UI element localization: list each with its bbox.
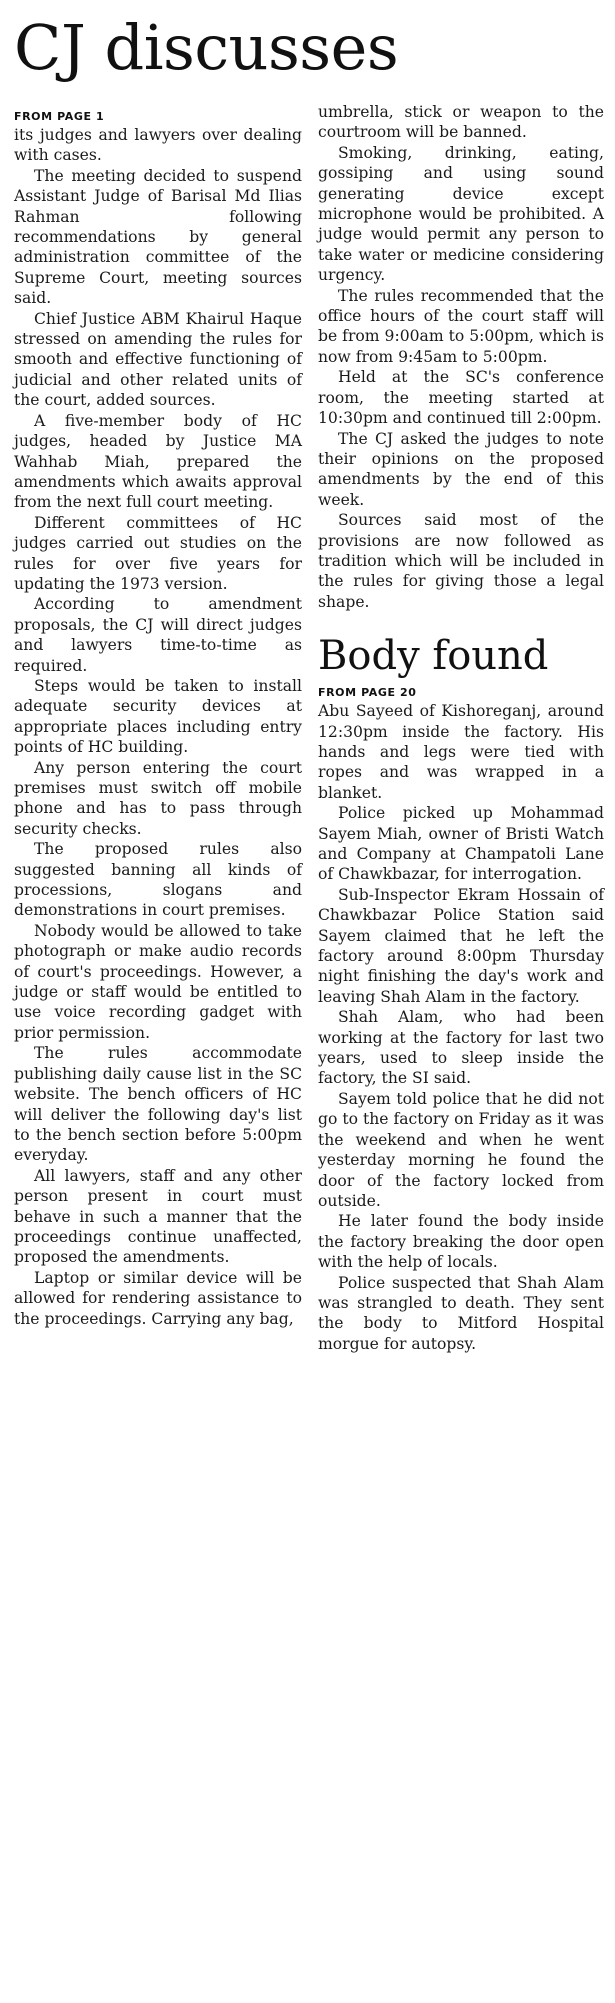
article-cj-column-left [14, 110, 302, 1329]
article-paragraph: Sub-Inspector Ekram Hossain of Chawkbazar Police Station said Sayem claimed that he left the factory around 8:00pm Thursday night finishing the day's work and leaving Shah Alam in the factory. [318, 885, 604, 1006]
article-paragraph: He later found the body inside the factory breaking the door open with the help of locals. [318, 1212, 604, 1272]
article-paragraph: Smoking, drinking, eating, gossiping and using sound generating device except microphone would be prohibited. A judge would permit any person to take water or medicine considering urgency. [318, 143, 604, 285]
article-paragraph: Sources said most of the provisions are now followed as tradition which will be included in the rules for giving those a legal shape. [318, 511, 604, 611]
article-paragraph: Held at the SC's conference room, the meeting started at 10:30pm and continued till 2:00pm. [318, 368, 604, 428]
article-paragraph: All lawyers, staff and any other person present in court must behave in such a manner that the proceedings continue unaffected, proposed the amendments. [14, 1166, 302, 1267]
article-paragraph: The proposed rules also suggested banning all kinds of processions, slogans and demonstrations in court premises. [14, 840, 302, 920]
article-paragraph: The CJ asked the judges to note their opinions on the proposed amendments by the end of this week. [318, 429, 604, 509]
article-paragraph: umbrella, stick or weapon to the courtroom will be banned. [318, 103, 604, 142]
article-paragraph: Shah Alam, who had been working at the factory for last two years, used to sleep inside the factory, the SI said. [318, 1008, 604, 1088]
article-paragraph: Abu Sayeed of Kishoreganj, around 12:30pm inside the factory. His hands and legs were tied with ropes and was wrapped in a blanket. [318, 702, 604, 802]
jump-label-from-page-1: FROM PAGE 1 [14, 110, 105, 123]
article-paragraph: Laptop or similar device will be allowed for rendering assistance to the proceedings. Carrying any bag, [14, 1268, 302, 1328]
article-paragraph: A five-member body of HC judges, headed by Justice MA Wahhab Miah, prepared the amendments which awaits approval from the next full court meeting. [14, 411, 302, 512]
headline-cj-discusses: CJ discusses [14, 11, 399, 84]
article-paragraph: The rules accommodate publishing daily cause list in the SC website. The bench officers of HC will deliver the following day's list to the bench section before 5:00pm everyday. [14, 1044, 302, 1165]
article-paragraph: According to amendment proposals, the CJ will direct judges and lawyers time-to-time as required. [14, 595, 302, 675]
article-paragraph: its judges and lawyers over dealing with cases. [14, 126, 302, 165]
article-paragraph: Police suspected that Shah Alam was strangled to death. They sent the body to Mitford Hospital morgue for autopsy. [318, 1273, 604, 1353]
article-cj-column-right [318, 102, 604, 1354]
article-paragraph: Sayem told police that he did not go to the factory on Friday as it was the weekend and when he went yesterday morning he found the door of the factory locked from outside. [318, 1089, 604, 1210]
article-paragraph: Any person entering the court premises must switch off mobile phone and has to pass through security checks. [14, 758, 302, 838]
article-paragraph: The meeting decided to suspend Assistant Judge of Barisal Md Ilias Rahman following recommendations by general administration committee of the Supreme Court, meeting sources said. [14, 166, 302, 308]
headline-body-found: Body found [318, 633, 549, 680]
article-paragraph: Different committees of HC judges carried out studies on the rules for over five years for updating the 1973 version. [14, 513, 302, 593]
jump-label-from-page-20: FROM PAGE 20 [318, 686, 417, 700]
article-paragraph: The rules recommended that the office hours of the court staff will be from 9:00am to 5:00pm, which is now from 9:45am to 5:00pm. [318, 286, 604, 366]
article-paragraph: Police picked up Mohammad Sayem Miah, owner of Bristi Watch and Company at Champatoli Lane of Chawkbazar, for interrogation. [318, 804, 604, 884]
article-paragraph: Steps would be taken to install adequate security devices at appropriate places including entry points of HC building. [14, 676, 302, 757]
article-paragraph: Nobody would be allowed to take photograph or make audio records of court's proceedings. However, a judge or staff would be entitled to use voice recording gadget with prior permission. [14, 921, 302, 1042]
article-paragraph: Chief Justice ABM Khairul Haque stressed on amending the rules for smooth and effective functioning of judicial and other related units of the court, added sources. [14, 309, 302, 410]
